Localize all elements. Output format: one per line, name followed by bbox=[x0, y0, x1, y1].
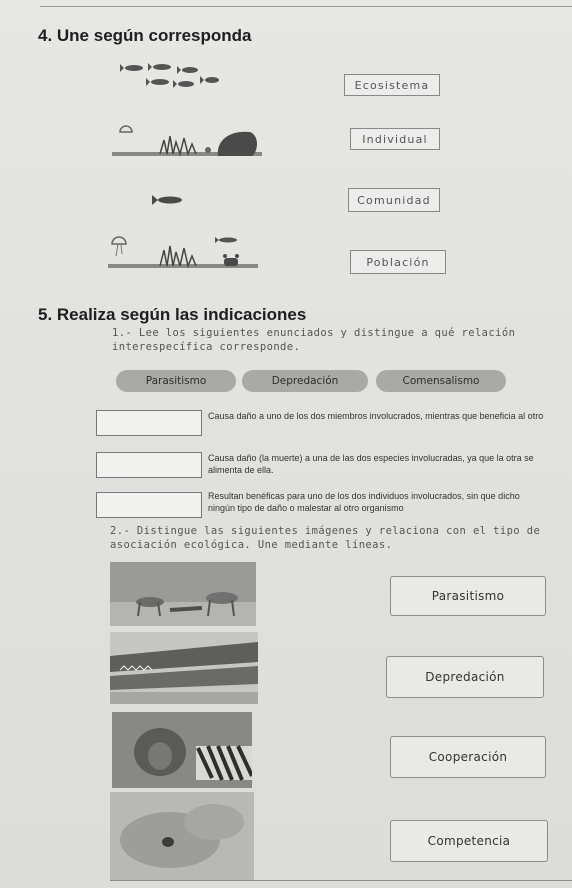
relation-cooperacion[interactable]: Cooperación bbox=[390, 736, 546, 778]
relation-parasitismo[interactable]: Parasitismo bbox=[390, 576, 546, 616]
definition-3: Resultan benéficas para uno de los dos individuos involucrados, sin que dicho ningún tipo de daño o malestar al otro organismo bbox=[208, 491, 520, 513]
crocodile-photo bbox=[110, 632, 258, 704]
top-divider bbox=[40, 6, 572, 7]
fish-school-image bbox=[120, 58, 230, 94]
relation-depredacion[interactable]: Depredación bbox=[386, 656, 544, 698]
label-individual[interactable]: Individual bbox=[350, 128, 440, 150]
label-comunidad[interactable]: Comunidad bbox=[348, 188, 440, 212]
skin-tick-photo bbox=[110, 792, 254, 880]
label-poblacion[interactable]: Población bbox=[350, 250, 446, 274]
ocean-floor-image bbox=[112, 124, 262, 164]
reef-community-image bbox=[108, 232, 258, 274]
definition-1: Causa daño a uno de los dos miembros involucrados, mientras que beneficia al otro bbox=[208, 411, 544, 421]
relation-competencia[interactable]: Competencia bbox=[390, 820, 548, 862]
option-parasitismo[interactable]: Parasitismo bbox=[116, 370, 236, 392]
bottom-divider bbox=[110, 880, 572, 881]
answer-box-2[interactable] bbox=[96, 452, 202, 478]
answer-box-1[interactable] bbox=[96, 410, 202, 436]
section-5-title: 5. Realiza según las indicaciones bbox=[38, 305, 307, 324]
label-ecosistema[interactable]: Ecosistema bbox=[344, 74, 440, 96]
option-depredacion[interactable]: Depredación bbox=[242, 370, 368, 392]
single-fish-image bbox=[146, 192, 190, 208]
deer-photo bbox=[110, 562, 256, 626]
lion-zebra-photo bbox=[112, 712, 252, 788]
instruction-2: 2.- Distingue las siguientes imágenes y relaciona con el tipo de asociación ecológica. Une mediante líneas. bbox=[110, 525, 541, 551]
definition-2: Causa daño (la muerte) a una de las dos especies involucradas, ya que la otra se alimenta de ella. bbox=[208, 453, 534, 475]
option-comensalismo[interactable]: Comensalismo bbox=[376, 370, 506, 392]
section-4-title: 4. Une según corresponda bbox=[38, 26, 252, 45]
answer-box-3[interactable] bbox=[96, 492, 202, 518]
instruction-1: 1.- Lee los siguientes enunciados y distingue a qué relación interespecífica corresponde. bbox=[112, 327, 516, 353]
